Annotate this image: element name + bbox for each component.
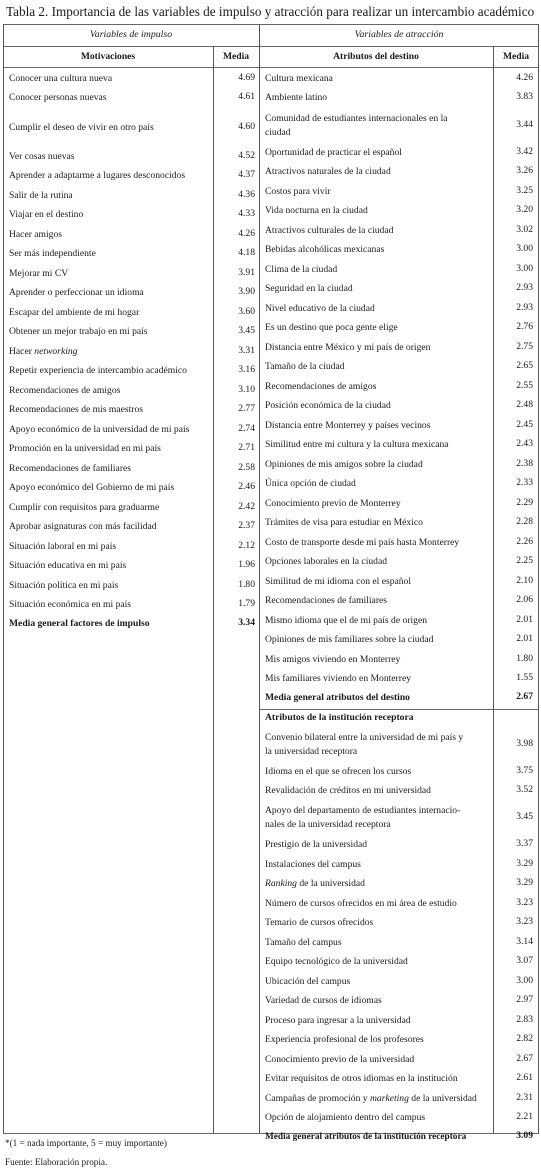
dest-row-value: 2.43 (516, 438, 533, 450)
dest-row-label: Mismo idioma que el de mi país de origen (265, 614, 427, 626)
inst-row-value: 3.29 (516, 877, 533, 889)
inst-row-value: 2.31 (516, 1091, 533, 1103)
push-row-value: 2.46 (238, 481, 255, 493)
dest-row-label: Opiniones de mis amigos sobre la ciudad (265, 458, 423, 470)
inst-row-value: 3.23 (516, 916, 533, 928)
push-row-value: 3.31 (238, 344, 255, 356)
inst-row-value: 2.21 (516, 1111, 533, 1123)
inst-row-label: Tamaño del campus (265, 936, 342, 948)
inst-row-label: Experiencia profesional de los profesores (265, 1034, 424, 1046)
push-row-value: 1.79 (238, 598, 255, 610)
dest-row-value: 3.20 (516, 204, 533, 216)
pull-col-label: Atributos del destino (333, 51, 419, 62)
pull-value-divider (493, 46, 494, 1133)
dest-row-value: 3.25 (516, 184, 533, 196)
dest-row-label: Opciones laborales en la ciudad (265, 556, 388, 568)
dest-row-value: 4.26 (516, 71, 533, 83)
group-header-rule (3, 46, 539, 47)
push-row-label: Promoción en la universidad en mi país (9, 443, 161, 455)
push-row-label: Apoyo económico de la universidad de mi país (9, 423, 190, 435)
push-value-divider (213, 46, 214, 1133)
inst-row-value: 3.29 (516, 857, 533, 869)
push-row-value: 2.12 (238, 539, 255, 551)
dest-row-label: Similitud entre mi cultura y la cultura mexicana (265, 439, 449, 451)
inst-row-value: 3.23 (516, 896, 533, 908)
dest-row-value: 3.83 (516, 91, 533, 103)
push-row-label: Ver cosas nuevas (9, 150, 75, 162)
inst-row-label: Instalaciones del campus (265, 858, 361, 870)
push-row-value: 2.37 (238, 520, 255, 532)
inst-row-label: Idioma en el que se ofrecen los cursos (265, 765, 412, 777)
dest-mean-value: 2.67 (516, 691, 533, 703)
inst-row-value: 2.97 (516, 994, 533, 1006)
dest-row-label: Seguridad en la ciudad (265, 283, 353, 295)
pull-group-header: Variables de atracción (354, 29, 444, 40)
dest-row-label: Posición económica de la ciudad (265, 400, 391, 412)
push-row-value: 3.90 (238, 286, 255, 298)
inst-row-label: Evitar requisitos de otros idiomas en la institución (265, 1073, 458, 1085)
push-col-label: Motivaciones (80, 51, 136, 62)
push-row-value: 4.60 (238, 120, 255, 132)
dest-row-label: Vida nocturna en la ciudad (265, 205, 368, 217)
dest-row-label: Oportunidad de practicar el español (265, 146, 402, 158)
push-mean-value: 3.34 (238, 617, 255, 628)
inst-row-value: 3.14 (516, 935, 533, 947)
inst-row-value: 3.00 (516, 974, 533, 986)
inst-section-header: Atributos de la institución receptora (265, 711, 414, 723)
inst-row-label: Apoyo del departamento de estudiantes internacio- nales de la universidad receptora (265, 805, 461, 831)
dest-row-label: Similitud de mi idioma con el español (265, 575, 412, 587)
push-row-label: Aprobar asignaturas con más facilidad (9, 521, 157, 533)
dest-row-value: 2.65 (516, 360, 533, 372)
dest-row-value: 2.10 (516, 574, 533, 586)
inst-row-label: Ubicación del campus (265, 975, 351, 987)
push-row-label: Situación económica en mi país (9, 599, 132, 611)
dest-row-value: 1.55 (516, 672, 533, 684)
push-row-label: Recomendaciones de mis maestros (9, 404, 144, 416)
push-row-label: Recomendaciones de amigos (9, 384, 121, 396)
push-row-value: 2.42 (238, 500, 255, 512)
inst-row-value: 2.67 (516, 1052, 533, 1064)
inst-row-label: Opción de alojamiento dentro del campus (265, 1112, 426, 1124)
dest-row-value: 2.75 (516, 340, 533, 352)
dest-row-value: 2.25 (516, 555, 533, 567)
inst-row-value: 2.83 (516, 1013, 533, 1025)
dest-row-value: 2.26 (516, 535, 533, 547)
dest-row-value: 2.93 (516, 282, 533, 294)
halves-divider (259, 24, 260, 1133)
dest-row-value: 3.00 (516, 262, 533, 274)
push-col-value: Media (222, 51, 250, 62)
push-row-label: Ser más independiente (9, 248, 96, 260)
inst-row-value: 3.75 (516, 764, 533, 776)
push-row-value: 1.80 (238, 578, 255, 590)
dest-row-label: Atractivos culturales de la ciudad (265, 224, 394, 236)
dest-row-value: 2.01 (516, 633, 533, 645)
push-row-value: 4.18 (238, 247, 255, 259)
dest-row-label: Distancia entre Monterrey y países vecinos (265, 419, 431, 431)
dest-row-value: 3.42 (516, 145, 533, 157)
dest-row-label: Nivel educativo de la ciudad (265, 302, 375, 314)
dest-row-label: Clima de la ciudad (265, 263, 338, 275)
push-row-label: Repetir experiencia de intercambio académico (9, 365, 187, 377)
table-right-border (538, 24, 539, 1133)
push-row-value: 3.60 (238, 305, 255, 317)
push-row-value: 4.52 (238, 149, 255, 161)
push-row-label: Recomendaciones de familiares (9, 462, 132, 474)
dest-row-value: 2.76 (516, 321, 533, 333)
dest-row-label: Recomendaciones de familiares (265, 595, 388, 607)
dest-section-rule (259, 709, 539, 710)
push-row-label: Hacer networking (9, 345, 78, 357)
dest-row-value: 3.00 (516, 243, 533, 255)
push-row-value: 1.96 (238, 559, 255, 571)
push-row-label: Aprender a adaptarme a lugares desconocidos (9, 170, 186, 182)
inst-row-label: Ranking de la universidad (265, 878, 365, 890)
inst-row-label: Variedad de cursos de idiomas (265, 995, 382, 1007)
dest-row-value: 2.45 (516, 418, 533, 430)
push-row-value: 2.77 (238, 403, 255, 415)
push-group-header: Variables de impulso (89, 29, 173, 40)
dest-row-label: Tamaño de la ciudad (265, 361, 345, 373)
column-header-rule (3, 67, 539, 68)
push-row-value: 4.61 (238, 91, 255, 103)
push-row-value: 3.16 (238, 364, 255, 376)
dest-row-label: Cultura mexicana (265, 72, 333, 84)
dest-row-value: 2.93 (516, 301, 533, 313)
inst-row-label: Campañas de promoción y marketing de la universidad (265, 1092, 477, 1104)
push-row-label: Viajar en el destino (9, 209, 84, 221)
inst-mean-label: Media general atributos de la institución receptora (265, 1131, 467, 1142)
inst-row-value: 3.37 (516, 838, 533, 850)
push-row-value: 2.74 (238, 422, 255, 434)
push-row-label: Aprender o perfeccionar un idioma (9, 287, 144, 299)
inst-mean-value: 3.09 (516, 1129, 533, 1141)
dest-row-label: Recomendaciones de amigos (265, 380, 377, 392)
table-top-rule (3, 24, 539, 25)
dest-row-value: 2.48 (516, 399, 533, 411)
inst-row-label: Temario de cursos ofrecidos (265, 917, 374, 929)
push-row-label: Escapar del ambiente de mi hogar (9, 306, 140, 318)
dest-row-label: Conocimiento previo de Monterrey (265, 497, 401, 509)
dest-row-label: Trámites de visa para estudiar en México (265, 517, 423, 529)
push-row-value: 3.10 (238, 383, 255, 395)
dest-row-label: Mis familiares viviendo en Monterrey (265, 673, 412, 685)
push-row-label: Situación laboral en mi país (9, 540, 117, 552)
push-row-label: Conocer una cultura nueva (9, 72, 113, 84)
push-row-label: Obtener un mejor trabajo en mi país (9, 326, 148, 338)
push-row-value: 4.26 (238, 227, 255, 239)
dest-mean-label: Media general atributos del destino (265, 692, 410, 704)
push-row-label: Apoyo económico del Gobierno de mi país (9, 482, 175, 494)
push-row-label: Cumplir el deseo de vivir en otro país (9, 121, 154, 133)
table-caption: Tabla 2. Importancia de las variables de impulso y atracción para realizar un intercambio académico (6, 4, 535, 19)
dest-row-value: 2.38 (516, 457, 533, 469)
push-row-label: Cumplir con requisitos para graduarme (9, 501, 160, 513)
dest-row-value: 1.80 (516, 652, 533, 664)
inst-row-label: Prestigio de la universidad (265, 839, 368, 851)
dest-row-value: 3.02 (516, 223, 533, 235)
inst-row-value: 2.82 (516, 1033, 533, 1045)
push-row-label: Salir de la rutina (9, 189, 73, 201)
dest-row-value: 2.55 (516, 379, 533, 391)
dest-row-label: Distancia entre México y mi país de origen (265, 341, 431, 353)
inst-row-value: 3.07 (516, 955, 533, 967)
source-note: Fuente: Elaboración propia. (5, 1157, 108, 1167)
push-row-label: Conocer personas nuevas (9, 92, 107, 104)
inst-row-label: Número de cursos ofrecidos en mi área de estudio (265, 897, 457, 909)
inst-row-label: Proceso para ingresar a la universidad (265, 1014, 411, 1026)
dest-row-value: 2.29 (516, 496, 533, 508)
inst-row-value: 3.45 (516, 811, 533, 823)
data-table (3, 24, 539, 1142)
push-row-label: Hacer amigos (9, 228, 63, 240)
scale-footnote: *(1 = nada importante, 5 = muy importante) (5, 1138, 167, 1148)
push-row-value: 4.33 (238, 208, 255, 220)
dest-row-value: 2.01 (516, 613, 533, 625)
table-left-border (3, 24, 4, 1133)
dest-row-value: 2.28 (516, 516, 533, 528)
push-row-value: 2.58 (238, 461, 255, 473)
inst-row-value: 3.52 (516, 784, 533, 796)
dest-row-label: Atractivos naturales de la ciudad (265, 166, 391, 178)
dest-row-label: Comunidad de estudiantes internacionales en la ciudad (265, 112, 448, 138)
pull-col-value: Media (502, 51, 530, 62)
push-row-value: 4.69 (238, 71, 255, 83)
inst-row-label: Convenio bilateral entre la universidad de mi país y la universidad receptora (265, 732, 464, 758)
inst-row-value: 3.98 (516, 738, 533, 750)
dest-row-label: Única opción de ciudad (265, 478, 356, 490)
inst-row-label: Revalidación de créditos en mi universidad (265, 785, 431, 797)
dest-row-label: Mis amigos viviendo en Monterrey (265, 653, 401, 665)
push-row-value: 2.71 (238, 442, 255, 454)
push-row-value: 4.36 (238, 188, 255, 200)
dest-row-value: 3.26 (516, 165, 533, 177)
dest-row-value: 3.44 (516, 118, 533, 130)
push-row-label: Situación educativa en mi país (9, 560, 127, 572)
dest-row-value: 2.06 (516, 594, 533, 606)
dest-row-label: Ambiente latino (265, 92, 328, 104)
push-mean-label: Media general factores de impulso (9, 618, 150, 629)
dest-row-label: Costos para vivir (265, 185, 331, 197)
push-row-value: 3.45 (238, 325, 255, 337)
inst-row-label: Conocimiento previo de la universidad (265, 1053, 415, 1065)
push-row-value: 3.91 (238, 266, 255, 278)
inst-row-value: 2.61 (516, 1072, 533, 1084)
push-row-label: Mejorar mi CV (9, 267, 69, 279)
inst-row-label: Equipo tecnológico de la universidad (265, 956, 408, 968)
dest-row-label: Costo de transporte desde mi país hasta Monterrey (265, 536, 460, 548)
dest-row-label: Bebidas alcohólicas mexicanas (265, 244, 385, 256)
push-row-value: 4.37 (238, 169, 255, 181)
dest-row-value: 2.33 (516, 477, 533, 489)
push-row-label: Situación política en mi país (9, 579, 119, 591)
dest-row-label: Opiniones de mis familiares sobre la ciudad (265, 634, 434, 646)
dest-row-label: Es un destino que poca gente elige (265, 322, 398, 334)
